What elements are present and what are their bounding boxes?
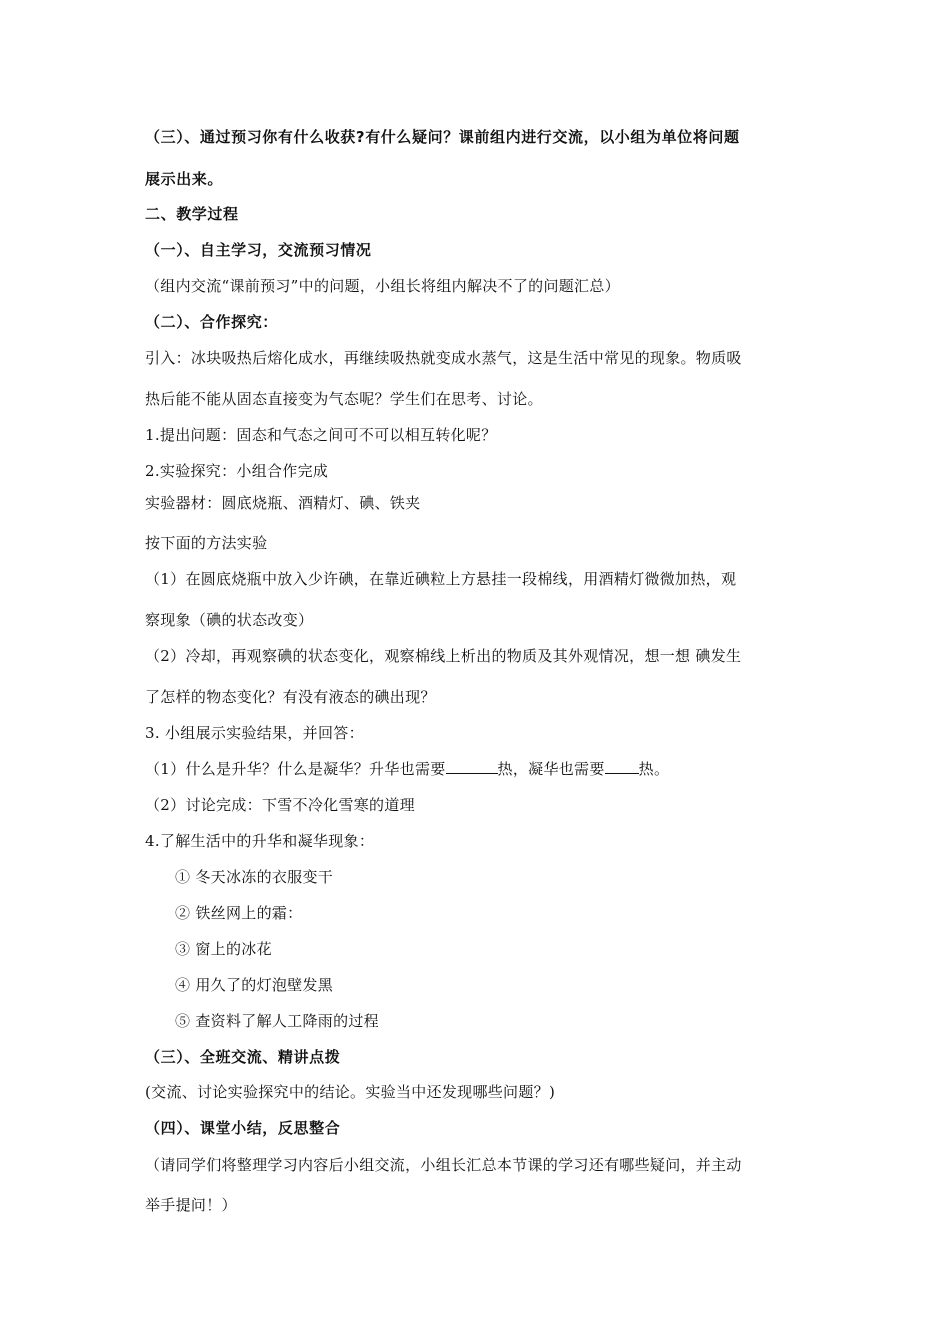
item-1-question: 1.提出问题：固态和气态之间可不可以相互转化呢？ xyxy=(145,426,497,444)
preview-question-line-2: 展示出来。 xyxy=(145,170,224,188)
item-3-results: 3. 小组展示实验结果，并回答： xyxy=(145,724,364,742)
question-1 xyxy=(145,759,815,779)
example-3: ③ 窗上的冰花 xyxy=(175,940,272,958)
step-2-line-1: （2）冷却，再观察碘的状态变化，观察棉线上析出的物质及其外观情况，想一想 碘发生 xyxy=(145,647,742,665)
question-1-part-c: 热。 xyxy=(638,760,670,778)
part3-text: (交流、讨论实验探究中的结论。实验当中还发现哪些问题？) xyxy=(145,1083,556,1101)
part4-line-2: 举手提问！） xyxy=(145,1196,237,1214)
step-1-line-2: 察现象（碘的状态改变） xyxy=(145,611,314,629)
part2-heading: （二）、合作探究： xyxy=(145,313,278,331)
step-1-line-1: （1）在圆底烧瓶中放入少许碘，在靠近碘粒上方悬挂一段棉线，用酒精灯微微加热，观 xyxy=(145,570,737,588)
example-1: ① 冬天冰冻的衣服变干 xyxy=(175,868,334,886)
question-1-part-b: 热，凝华也需要 xyxy=(497,760,605,778)
question-1-part-a: （1）什么是升华？什么是凝华？升华也需要 xyxy=(145,760,446,778)
step-2-line-2: 了怎样的物态变化？有没有液态的碘出现？ xyxy=(145,688,436,706)
part1-text: （组内交流“课前预习”中的问题，小组长将组内解决不了的问题汇总） xyxy=(145,277,620,295)
intro-line-2: 热后能不能从固态直接变为气态呢？学生们在思考、讨论。 xyxy=(145,390,543,408)
preview-question-line-1: （三）、通过预习你有什么收获?有什么疑问？课前组内进行交流，以小组为单位将问题 xyxy=(145,128,740,146)
part3-heading: （三）、全班交流、精讲点拨 xyxy=(145,1048,341,1066)
item-2-experiment: 2.实验探究：小组合作完成 xyxy=(145,462,329,480)
part1-heading: （一）、自主学习，交流预习情况 xyxy=(145,241,372,259)
intro-line-1: 引入：冰块吸热后熔化成水，再继续吸热就变成水蒸气，这是生活中常见的现象。物质吸 xyxy=(145,349,742,367)
example-2: ② 铁丝网上的霜： xyxy=(175,904,303,922)
question-2: （2）讨论完成：下雪不冷化雪寒的道理 xyxy=(145,796,415,814)
example-4: ④ 用久了的灯泡壁发黑 xyxy=(175,976,334,994)
fill-blank-1 xyxy=(446,759,498,774)
method-label: 按下面的方法实验 xyxy=(145,534,268,552)
part4-heading: （四）、课堂小结，反思整合 xyxy=(145,1119,341,1137)
section-heading-teaching-process: 二、教学过程 xyxy=(145,205,239,223)
example-5: ⑤ 查资料了解人工降雨的过程 xyxy=(175,1012,379,1030)
equipment-list: 实验器材：圆底烧瓶、酒精灯、碘、铁夹 xyxy=(145,494,421,512)
item-4-phenomena: 4.了解生活中的升华和凝华现象： xyxy=(145,832,375,850)
fill-blank-2 xyxy=(605,759,639,774)
part4-line-1: （请同学们将整理学习内容后小组交流，小组长汇总本节课的学习还有哪些疑问，并主动 xyxy=(145,1156,742,1174)
